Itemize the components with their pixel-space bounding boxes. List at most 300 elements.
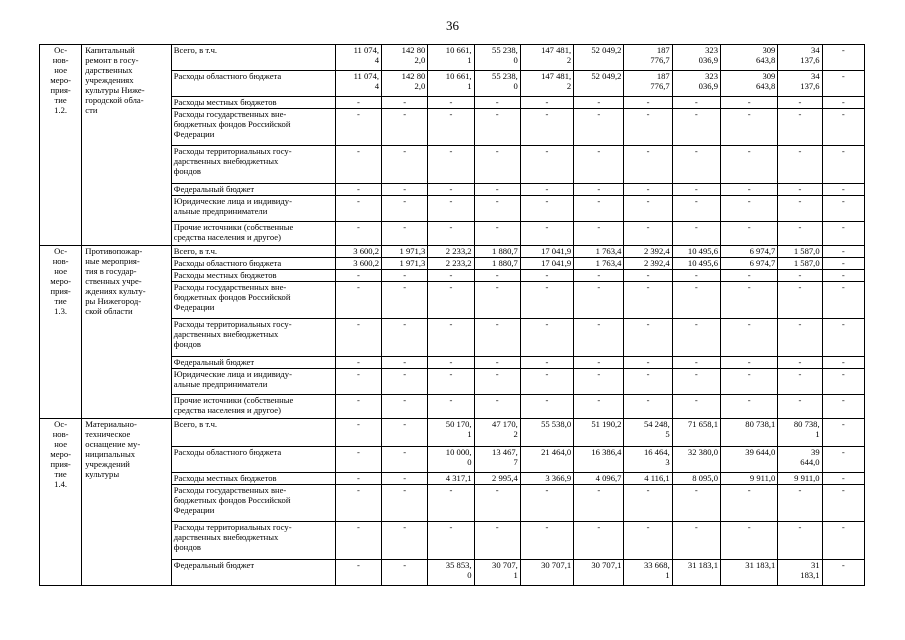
amount-cell (520, 447, 573, 473)
amount-cell (335, 369, 381, 395)
amount-cell (778, 97, 822, 109)
text-line: тие (54, 95, 67, 105)
amount-cell (822, 369, 864, 395)
amount-cell (672, 485, 720, 522)
amount-cell (335, 319, 381, 357)
amount-cell (822, 485, 864, 522)
text-line: 142 80 (401, 45, 426, 55)
text-line: ное (54, 65, 68, 75)
text-line: 30 707,1 (541, 560, 572, 570)
text-line: - (545, 222, 549, 232)
amount-cell (520, 485, 573, 522)
amount-cell (778, 109, 822, 146)
amount-cell (822, 319, 864, 357)
text-line: - (356, 282, 360, 292)
text-line: - (449, 395, 453, 405)
funding-source-label (171, 395, 335, 419)
funding-source-label (171, 282, 335, 319)
text-line: 2,0 (414, 55, 426, 65)
text-line: Федерации (173, 129, 215, 139)
amount-cell (428, 395, 474, 419)
text-line: - (646, 146, 650, 156)
text-line: - (798, 369, 802, 379)
text-line: - (747, 222, 751, 232)
text-line: прия- (50, 85, 71, 95)
amount-cell (624, 97, 672, 109)
amount-cell (382, 45, 428, 71)
funding-source-label (171, 369, 335, 395)
text-line: - (798, 319, 802, 329)
text-line: - (356, 395, 360, 405)
amount-cell (428, 109, 474, 146)
text-line: - (694, 270, 698, 280)
amount-cell (382, 246, 428, 258)
amount-cell (624, 258, 672, 270)
amount-cell (672, 522, 720, 560)
text-line: 1 763,4 (595, 246, 622, 256)
amount-cell (822, 357, 864, 369)
amount-cell (721, 184, 778, 196)
text-line: - (597, 222, 601, 232)
amount-cell (721, 319, 778, 357)
amount-cell (574, 357, 624, 369)
text-line: Расходы областного бюджета (173, 258, 282, 268)
text-line: - (403, 395, 407, 405)
amount-cell (474, 184, 520, 196)
amount-cell (574, 258, 624, 270)
text-line: бюджетных фондов Российской (173, 495, 291, 505)
amount-cell (624, 369, 672, 395)
text-line: - (403, 485, 407, 495)
amount-cell (624, 270, 672, 282)
text-line: 80 738,1 (745, 419, 776, 429)
text-line: Прочие источники (собственные (173, 395, 294, 405)
text-line: 10 495,6 (687, 246, 718, 256)
amount-cell (474, 522, 520, 560)
amount-cell (672, 270, 720, 282)
text-line: - (403, 522, 407, 532)
text-line: - (798, 109, 802, 119)
text-line: ремонт в госу- (85, 55, 139, 65)
text-line: - (747, 97, 751, 107)
text-line: - (798, 270, 802, 280)
text-line: 3 (665, 457, 670, 467)
amount-cell (822, 473, 864, 485)
text-line: 1.2. (54, 105, 68, 115)
text-line: - (597, 485, 601, 495)
text-line: культуры (85, 469, 120, 479)
amount-cell (672, 473, 720, 485)
text-line: 34 (811, 71, 820, 81)
amount-cell (822, 196, 864, 222)
amount-cell (778, 270, 822, 282)
amount-cell (624, 222, 672, 246)
text-line: - (646, 109, 650, 119)
amount-cell (672, 282, 720, 319)
amount-cell (474, 473, 520, 485)
text-line: 183,1 (800, 570, 820, 580)
amount-cell (428, 282, 474, 319)
text-line: - (747, 146, 751, 156)
amount-cell (574, 97, 624, 109)
amount-cell (335, 184, 381, 196)
text-line: - (449, 97, 453, 107)
amount-cell (822, 146, 864, 184)
amount-cell (778, 473, 822, 485)
amount-cell (672, 246, 720, 258)
amount-cell (335, 109, 381, 146)
amount-cell (778, 447, 822, 473)
text-line: - (403, 319, 407, 329)
text-line: - (841, 319, 845, 329)
text-line: 10 495,6 (687, 258, 718, 268)
amount-cell (778, 258, 822, 270)
text-line: - (841, 473, 845, 483)
text-line: 17 041,9 (541, 246, 572, 256)
amount-cell (822, 282, 864, 319)
amount-cell (574, 71, 624, 97)
amount-cell (574, 270, 624, 282)
funding-source-label (171, 146, 335, 184)
text-line: учреждений (85, 459, 130, 469)
amount-cell (474, 109, 520, 146)
amount-cell (474, 146, 520, 184)
text-line: - (495, 222, 499, 232)
text-line: - (495, 109, 499, 119)
text-line: - (597, 395, 601, 405)
text-line: - (449, 522, 453, 532)
text-line: 71 658,1 (687, 419, 718, 429)
amount-cell (721, 258, 778, 270)
text-line: - (545, 146, 549, 156)
text-line: - (747, 485, 751, 495)
amount-cell (382, 258, 428, 270)
text-line: 309 (762, 45, 776, 55)
amount-cell (335, 447, 381, 473)
text-line: 147 481, (541, 71, 572, 81)
text-line: - (841, 560, 845, 570)
amount-cell (428, 97, 474, 109)
amount-cell (574, 473, 624, 485)
text-line: Расходы территориальных госу- (173, 522, 292, 532)
amount-cell (721, 97, 778, 109)
text-line: Федеральный бюджет (173, 560, 255, 570)
amount-cell (474, 246, 520, 258)
amount-cell (382, 447, 428, 473)
text-line: - (646, 282, 650, 292)
text-line: 1 (467, 55, 472, 65)
text-line: Капитальный (85, 45, 135, 55)
amount-cell (382, 71, 428, 97)
amount-cell (721, 222, 778, 246)
amount-cell (574, 109, 624, 146)
text-line: меро- (50, 276, 71, 286)
amount-cell (672, 222, 720, 246)
amount-cell (382, 146, 428, 184)
text-line: - (449, 270, 453, 280)
text-line: - (545, 369, 549, 379)
amount-cell (428, 146, 474, 184)
amount-cell (520, 560, 573, 586)
text-line: Юридические лица и индивиду- (173, 196, 292, 206)
text-line: - (356, 146, 360, 156)
text-line: 1 971,3 (399, 258, 426, 268)
amount-cell (382, 485, 428, 522)
text-line: - (597, 319, 601, 329)
text-line: ниципальных (85, 449, 136, 459)
amount-cell (428, 357, 474, 369)
text-line: - (495, 146, 499, 156)
text-line: 1 (665, 570, 670, 580)
text-line: 10 661, (445, 45, 472, 55)
text-line: 6 974,7 (749, 246, 776, 256)
text-line: - (747, 369, 751, 379)
amount-cell (382, 395, 428, 419)
amount-cell (428, 258, 474, 270)
amount-cell (520, 522, 573, 560)
activity-title (82, 45, 172, 246)
amount-cell (382, 319, 428, 357)
amount-cell (382, 222, 428, 246)
amount-cell (520, 184, 573, 196)
funding-source-label (171, 357, 335, 369)
amount-cell (428, 319, 474, 357)
amount-cell (624, 196, 672, 222)
text-line: Ос- (54, 419, 68, 429)
text-line: - (747, 109, 751, 119)
amount-cell (335, 258, 381, 270)
amount-cell (822, 522, 864, 560)
text-line: - (747, 357, 751, 367)
text-line: 2 995,4 (492, 473, 518, 483)
text-line: - (449, 109, 453, 119)
text-line: Федерации (173, 505, 215, 515)
text-line: - (694, 319, 698, 329)
text-line: ры Нижегород- (85, 296, 142, 306)
amount-cell (428, 447, 474, 473)
text-line: - (495, 184, 499, 194)
text-line: - (646, 222, 650, 232)
text-line: 55 538,0 (541, 419, 572, 429)
text-line: Расходы государственных вне- (173, 485, 287, 495)
text-line: бюджетных фондов Российской (173, 292, 291, 302)
text-line: - (798, 282, 802, 292)
text-line: - (841, 357, 845, 367)
amount-cell (474, 395, 520, 419)
text-line: - (403, 473, 407, 483)
amount-cell (672, 319, 720, 357)
text-line: Противопожар- (85, 246, 143, 256)
amount-cell (778, 45, 822, 71)
text-line: меро- (50, 449, 71, 459)
text-line: - (798, 97, 802, 107)
text-line: - (694, 184, 698, 194)
amount-cell (520, 319, 573, 357)
text-line: 39 (811, 447, 820, 457)
text-line: 1 587,0 (793, 246, 820, 256)
amount-cell (672, 395, 720, 419)
amount-cell (520, 222, 573, 246)
amount-cell (624, 522, 672, 560)
text-line: 4 096,7 (595, 473, 622, 483)
amount-cell (721, 270, 778, 282)
amount-cell (474, 419, 520, 447)
text-line: - (841, 184, 845, 194)
text-line: - (356, 473, 360, 483)
text-line: - (646, 97, 650, 107)
amount-cell (520, 258, 573, 270)
text-line: Федерации (173, 302, 215, 312)
text-line: 643,8 (756, 55, 776, 65)
amount-cell (382, 473, 428, 485)
amount-cell (574, 45, 624, 71)
text-line: - (495, 522, 499, 532)
activity-title (82, 246, 172, 419)
text-line: 036,9 (698, 55, 718, 65)
amount-cell (428, 184, 474, 196)
text-line: - (356, 222, 360, 232)
text-line: - (403, 282, 407, 292)
text-line: 4 (374, 55, 380, 65)
text-line: - (646, 485, 650, 495)
amount-cell (428, 485, 474, 522)
amount-cell (672, 447, 720, 473)
amount-cell (520, 196, 573, 222)
table-row (40, 246, 865, 258)
amount-cell (335, 246, 381, 258)
amount-cell (624, 447, 672, 473)
text-line: - (495, 357, 499, 367)
text-line: бюджетных фондов Российской (173, 119, 291, 129)
text-line: - (449, 184, 453, 194)
amount-cell (520, 282, 573, 319)
amount-cell (574, 319, 624, 357)
text-line: 643,8 (756, 81, 776, 91)
text-line: - (841, 447, 845, 457)
text-line: дарственных внебюджетных (173, 329, 279, 339)
text-line: 323 (705, 45, 718, 55)
amount-cell (428, 522, 474, 560)
amount-cell (382, 196, 428, 222)
amount-cell (624, 184, 672, 196)
text-line: - (545, 196, 549, 206)
amount-cell (672, 184, 720, 196)
amount-cell (520, 369, 573, 395)
text-line: 2 392,4 (643, 246, 670, 256)
text-line: 34 (811, 45, 820, 55)
amount-cell (778, 184, 822, 196)
text-line: 2 392,4 (643, 258, 670, 268)
amount-cell (335, 222, 381, 246)
text-line: - (356, 447, 360, 457)
text-line: - (403, 447, 407, 457)
text-line: тие (54, 296, 67, 306)
text-line: - (747, 522, 751, 532)
text-line: ждениях культу- (85, 286, 146, 296)
text-line: 1.4. (54, 479, 68, 489)
text-line: 137,6 (800, 81, 820, 91)
amount-cell (335, 473, 381, 485)
text-line: - (495, 395, 499, 405)
amount-cell (428, 473, 474, 485)
text-line: прия- (50, 286, 71, 296)
text-line: - (545, 485, 549, 495)
amount-cell (672, 45, 720, 71)
text-line: - (841, 146, 845, 156)
text-line: - (798, 196, 802, 206)
text-line: - (545, 109, 549, 119)
text-line: альные предприниматели (173, 379, 268, 389)
text-line: 1 (815, 429, 820, 439)
text-line: 31 (811, 560, 820, 570)
activity-code (40, 246, 82, 419)
amount-cell (428, 246, 474, 258)
text-line: 39 644,0 (745, 447, 776, 457)
amount-cell (474, 319, 520, 357)
text-line: - (841, 522, 845, 532)
text-line: - (545, 97, 549, 107)
amount-cell (672, 419, 720, 447)
text-line: 51 190,2 (591, 419, 622, 429)
amount-cell (721, 109, 778, 146)
text-line: 10 000, (445, 447, 472, 457)
text-line: 55 238, (492, 71, 518, 81)
text-line: ное (54, 266, 68, 276)
text-line: ственных учре- (85, 276, 142, 286)
text-line: - (449, 146, 453, 156)
amount-cell (721, 71, 778, 97)
amount-cell (382, 522, 428, 560)
amount-cell (672, 369, 720, 395)
text-line: - (841, 71, 845, 81)
text-line: - (403, 97, 407, 107)
text-line: 35 853, (445, 560, 472, 570)
text-line: 9 911,0 (794, 473, 820, 483)
text-line: городской обла- (85, 95, 144, 105)
amount-cell (474, 45, 520, 71)
text-line: 776,7 (650, 55, 670, 65)
amount-cell (624, 45, 672, 71)
text-line: 31 183,1 (687, 560, 718, 570)
text-line: 776,7 (650, 81, 670, 91)
amount-cell (474, 357, 520, 369)
text-line: ской области (85, 306, 133, 316)
text-line: 644,0 (800, 457, 820, 467)
amount-cell (574, 560, 624, 586)
funding-source-label (171, 522, 335, 560)
amount-cell (778, 522, 822, 560)
amount-cell (778, 71, 822, 97)
text-line: - (545, 357, 549, 367)
amount-cell (335, 45, 381, 71)
text-line: Федеральный бюджет (173, 184, 255, 194)
amount-cell (672, 560, 720, 586)
text-line: нов- (52, 55, 69, 65)
text-line: - (495, 369, 499, 379)
text-line: - (798, 184, 802, 194)
amount-cell (721, 196, 778, 222)
text-line: 1 763,4 (595, 258, 622, 268)
amount-cell (721, 45, 778, 71)
text-line: - (694, 357, 698, 367)
text-line: 16 386,4 (591, 447, 622, 457)
text-line: - (841, 222, 845, 232)
text-line: - (841, 246, 845, 256)
text-line: - (403, 357, 407, 367)
text-line: 52 049,2 (591, 71, 622, 81)
amount-cell (520, 45, 573, 71)
funding-source-label (171, 560, 335, 586)
